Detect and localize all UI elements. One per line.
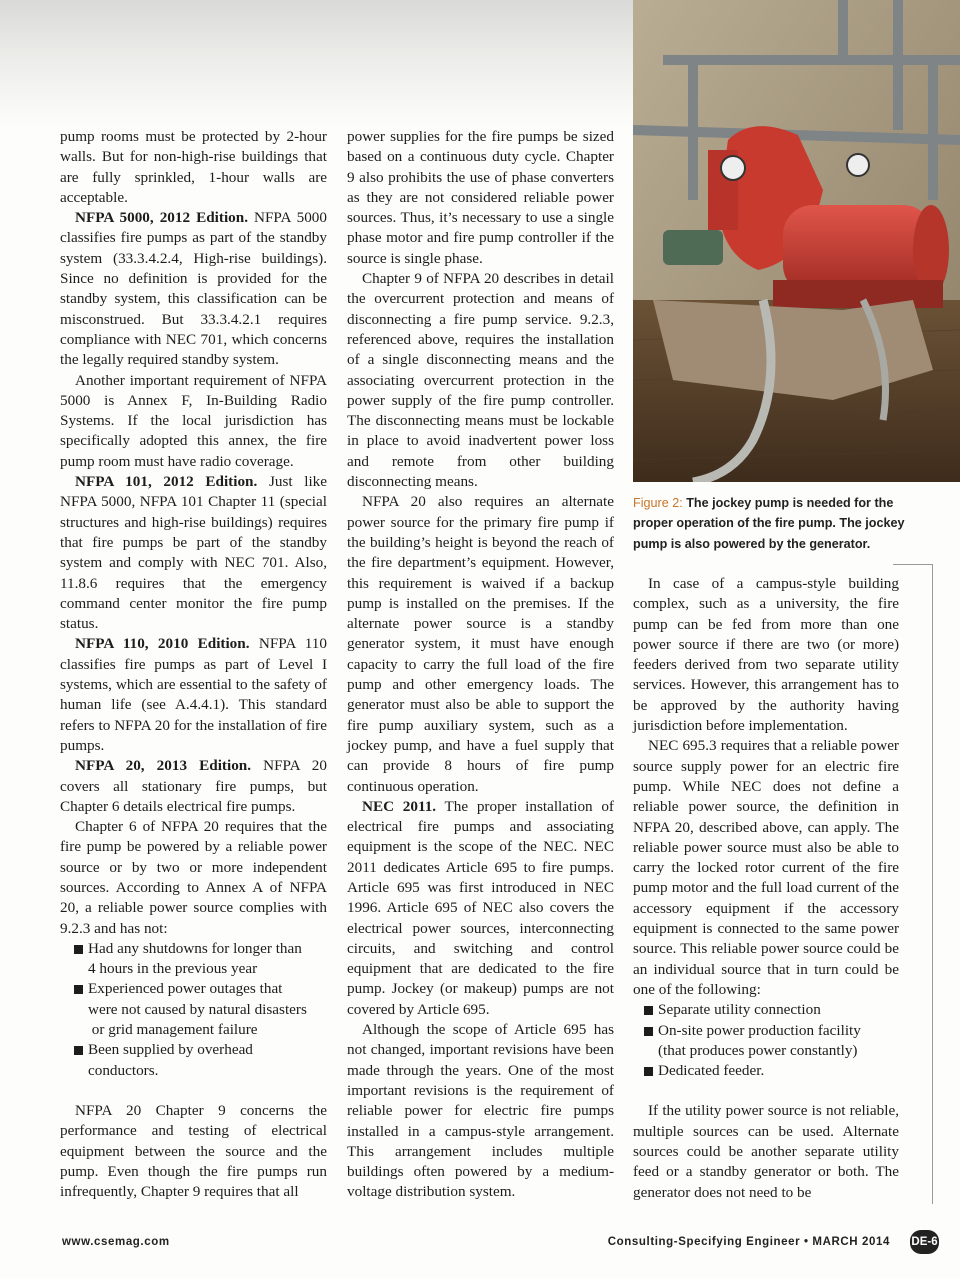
list-item	[633, 1000, 899, 1020]
page-top-shading	[0, 0, 633, 128]
square-bullet-icon	[644, 1027, 653, 1036]
paragraph: Another important requirement of NFPA 5000 is Annex F, In-Building Radio Systems. If the local jurisdiction has specifically adopted this annex, the fire pump room must have radio coverage.	[60, 371, 327, 470]
paragraph-text: NFPA 110 classifies fire pumps as part of Level I systems, which are essential to the safety of human life (see A.4.4.1). This standard refers to NFPA 20 for the installation of fire pumps.	[60, 635, 327, 754]
paragraph-text: Just like NFPA 5000, NFPA 101 Chapter 11 (special structures and high-rise buildings) requires that fire pumps be part of the standby system and comply with NEC 701. Also, 11.8.6 requires that the emergency command center monitor the fire pump status.	[60, 473, 327, 633]
paragraph-text: The proper installation of electrical fire pumps and associating equipment is the scope of the NEC. NEC 2011 dedicates Article 695 to fire pumps. Article 695 was first introduced in NEC 1996. Article 695 of NEC also covers the electrical power sources, interconnecting circuits, and switching and control equipment that are dedicated to the fire pump. Jockey (or makeup) pumps are not covered by Article 695.	[347, 797, 614, 1018]
page-number-badge: DE-6	[910, 1230, 939, 1254]
list-item-line: (that produces power constantly)	[658, 1041, 858, 1059]
figure-label: Figure 2:	[633, 496, 683, 510]
paragraph: Chapter 6 of NFPA 20 requires that the fire pump be powered by a reliable power source or by two or more independent sources. According to Annex A of NFPA 20, a reliable power source complies with 9.2.3 and has not:	[60, 818, 327, 937]
list-item-line: Dedicated feeder.	[658, 1062, 765, 1080]
paragraph: NFPA 20 Chapter 9 concerns the performance and testing of electrical equipment between the source and the pump. Even though the fire pumps run infrequently, Chapter 9 requires that all	[60, 1101, 327, 1201]
text-column-1	[60, 127, 327, 1202]
figure-caption-text: The jockey pump is needed for the proper operation of the fire pump. The jockey pump is also powered by the generator.	[633, 496, 905, 551]
list-item	[60, 979, 327, 1040]
list-item	[633, 1021, 899, 1062]
paragraph-text: NFPA 5000 classifies fire pumps as part of the standby system (33.3.4.2.4, High-rise buildings). Since no definition is provided for the standby system, this classification can be misconstrued. But 33.3.4.2.1 requires compliance with NEC 701, which concerns the legally required standby system.	[60, 209, 327, 369]
section-heading: NEC 2011.	[362, 797, 437, 815]
text-column-3	[633, 574, 899, 1203]
list-item-line: conductors.	[88, 1061, 159, 1079]
list-item-line: Been supplied by overhead	[88, 1041, 253, 1059]
paragraph	[347, 797, 614, 1020]
footer-website: www.csemag.com	[62, 1236, 170, 1248]
paragraph: power supplies for the fire pumps be sized based on a continuous duty cycle. Chapter 9 also prohibits the use of phase converters as they are not considered reliable power sources. Thus, it’s necessary to use a single phase motor and fire pump controller if the source is single phase.	[347, 128, 614, 267]
square-bullet-icon	[74, 1046, 83, 1055]
footer-publication: Consulting-Specifying Engineer • MARCH 2014	[607, 1236, 890, 1248]
paragraph	[60, 634, 327, 756]
paragraph-text: NFPA 20 covers all stationary fire pumps, but Chapter 6 details electrical fire pumps.	[60, 757, 327, 815]
figure-caption	[633, 493, 933, 554]
list-item-line: were not caused by natural disasters	[88, 1000, 307, 1018]
square-bullet-icon	[74, 945, 83, 954]
list-item	[60, 939, 327, 980]
paragraph: pump rooms must be protected by 2-hour walls. But for non-high-rise buildings that are fully sprinkled, 1-hour walls are acceptable.	[60, 128, 327, 206]
paragraph: In case of a campus-style building complex, such as a university, the fire pump can be fed from more than one power source if there are two (or more) feeders derived from two separate utility services. However, this arrangement has to be approved by the authority having jurisdiction before implementation.	[633, 575, 899, 735]
section-heading: NFPA 110, 2010 Edition.	[75, 635, 250, 653]
list-item-line: or grid management failure	[88, 1021, 258, 1039]
section-heading: NFPA 5000, 2012 Edition.	[75, 209, 248, 227]
jockey-pump-illustration	[633, 0, 960, 482]
paragraph: NEC 695.3 requires that a reliable power source supply power for an electric fire pump. While NEC does not define a reliable power source, the definition in NFPA 20, described above, can apply. The reliable power source must also be able to carry the locked rotor current of the fire pump motor and the full load current of the accessory equipment if the accessory equipment is connected to the same power source. This reliable power source could be an individual source that in turn could be one of the following:	[633, 737, 899, 998]
list-item-line: Experienced power outages that	[88, 980, 283, 998]
paragraph: NFPA 20 also requires an alternate power source for the primary fire pump if the building’s height is beyond the reach of the fire department’s equipment. However, this requirement is waived if a backup pump is installed on the premises. If the alternate power source is a standby generator system, it must have enough capacity to carry the full load of the fire pump and other emergency loads. The generator must also be able to support the fire pump auxiliary system, such as a jockey pump, and have a fuel supply that can provide 8 hours of fire pump continuous operation.	[347, 493, 614, 795]
paragraph	[60, 756, 327, 817]
square-bullet-icon	[644, 1006, 653, 1015]
fire-pump-photo	[633, 0, 960, 482]
paragraph	[60, 208, 327, 370]
section-heading: NFPA 101, 2012 Edition.	[75, 473, 258, 491]
paragraph: Although the scope of Article 695 has not changed, important revisions have been made through the years. One of the most important revisions is the requirement of reliable power for electric fire pumps installed in a campus-style arrangement. This arrangement includes multiple buildings often powered by a medium-voltage distribution system.	[347, 1021, 614, 1201]
square-bullet-icon	[74, 985, 83, 994]
paragraph: If the utility power source is not reliable, multiple sources can be used. Alternate sources could be another separate utility feed or a standby generator or both. The generator does not need to be	[633, 1102, 899, 1201]
list-item-line: 4 hours in the previous year	[88, 960, 258, 978]
section-heading: NFPA 20, 2013 Edition.	[75, 757, 252, 775]
list-item-line: Separate utility connection	[658, 1001, 821, 1019]
list-item-line: On-site power production facility	[658, 1021, 861, 1039]
paragraph: Chapter 9 of NFPA 20 describes in detail the overcurrent protection and means of disconnecting a fire pump service. 9.2.3, referenced above, requires the installation of a single disconnecting means and the associating overcurrent protection in the power supply of the fire pump controller. The disconnecting means must be lockable in place to avoid inadvertent power loss and remote from other building disconnecting means.	[347, 270, 614, 491]
column-rule-horizontal	[893, 564, 933, 565]
column-rule-vertical	[932, 564, 933, 1204]
bullet-list	[60, 939, 327, 1081]
paragraph	[60, 472, 327, 634]
bullet-list	[633, 1000, 899, 1081]
text-column-2	[347, 127, 614, 1203]
list-item	[60, 1040, 327, 1081]
list-item	[633, 1061, 899, 1081]
list-item-line: Had any shutdowns for longer than	[88, 939, 302, 957]
square-bullet-icon	[644, 1067, 653, 1076]
